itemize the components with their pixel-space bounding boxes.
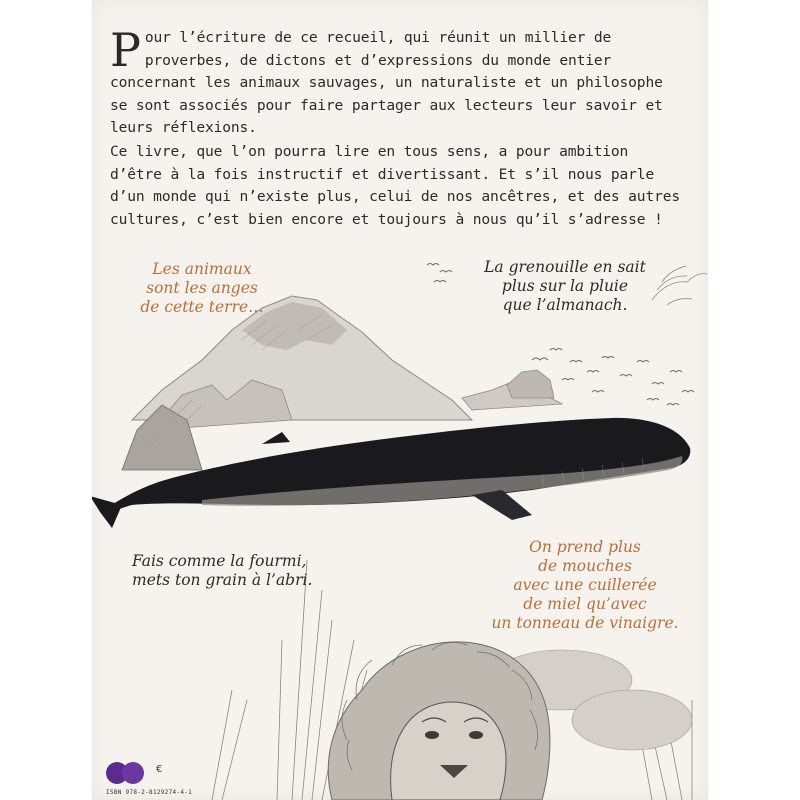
- isbn-barcode-text: ISBN 978-2-8129274-4-1: [106, 789, 193, 796]
- quote-animaux-anges: [102, 260, 302, 317]
- quote-line: avec une cuillerée: [513, 576, 657, 594]
- logo-circle-icon: [122, 762, 144, 784]
- intro-paragraph-1-text: our l’écriture de ce recueil, qui réunit un millier de proverbes, de dictons et d’expressions du monde entier concernant les animaux sauvages, un naturaliste et un philosophe se sont associés pour faire partager aux lecteurs leur savoir et leurs réflexions.: [110, 29, 663, 136]
- quote-line: mets ton grain à l’abri.: [132, 571, 313, 589]
- quote-line: Fais comme la fourmi,: [132, 552, 307, 570]
- quote-line: plus sur la pluie: [501, 277, 629, 295]
- quote-line: de miel qu’avec: [523, 595, 647, 613]
- publisher-logo: [106, 760, 152, 786]
- quote-line: sont les anges: [146, 279, 258, 297]
- quote-line: de mouches: [538, 557, 632, 575]
- lion-illustration: [328, 642, 550, 800]
- quote-line: un tonneau de vinaigre.: [491, 614, 679, 632]
- intro-paragraph-2: Ce livre, que l’on pourra lire en tous sens, a pour ambition d’être à la fois instructif et divertissant. Et s’il nous parle d’un monde qui n’existe plus, celui de nos ancêtres, et des autres cultures, c’est bien encore et toujours à nous qu’il s’adresse !: [110, 143, 680, 228]
- book-back-cover: [92, 0, 708, 800]
- price-currency: €: [156, 764, 163, 775]
- quote-line: La grenouille en sait: [484, 258, 646, 276]
- quote-line: de cette terre…: [140, 298, 264, 316]
- quote-fourmi: [132, 552, 342, 590]
- quote-grenouille: [470, 258, 660, 315]
- quote-line: On prend plus: [529, 538, 641, 556]
- drop-cap-letter: P: [110, 23, 141, 77]
- quote-line: Les animaux: [152, 260, 252, 278]
- tree-engraving: [652, 266, 707, 305]
- intro-paragraph-1: [110, 23, 682, 140]
- quote-line: que l’almanach.: [502, 296, 628, 314]
- quote-mouches: [480, 538, 690, 633]
